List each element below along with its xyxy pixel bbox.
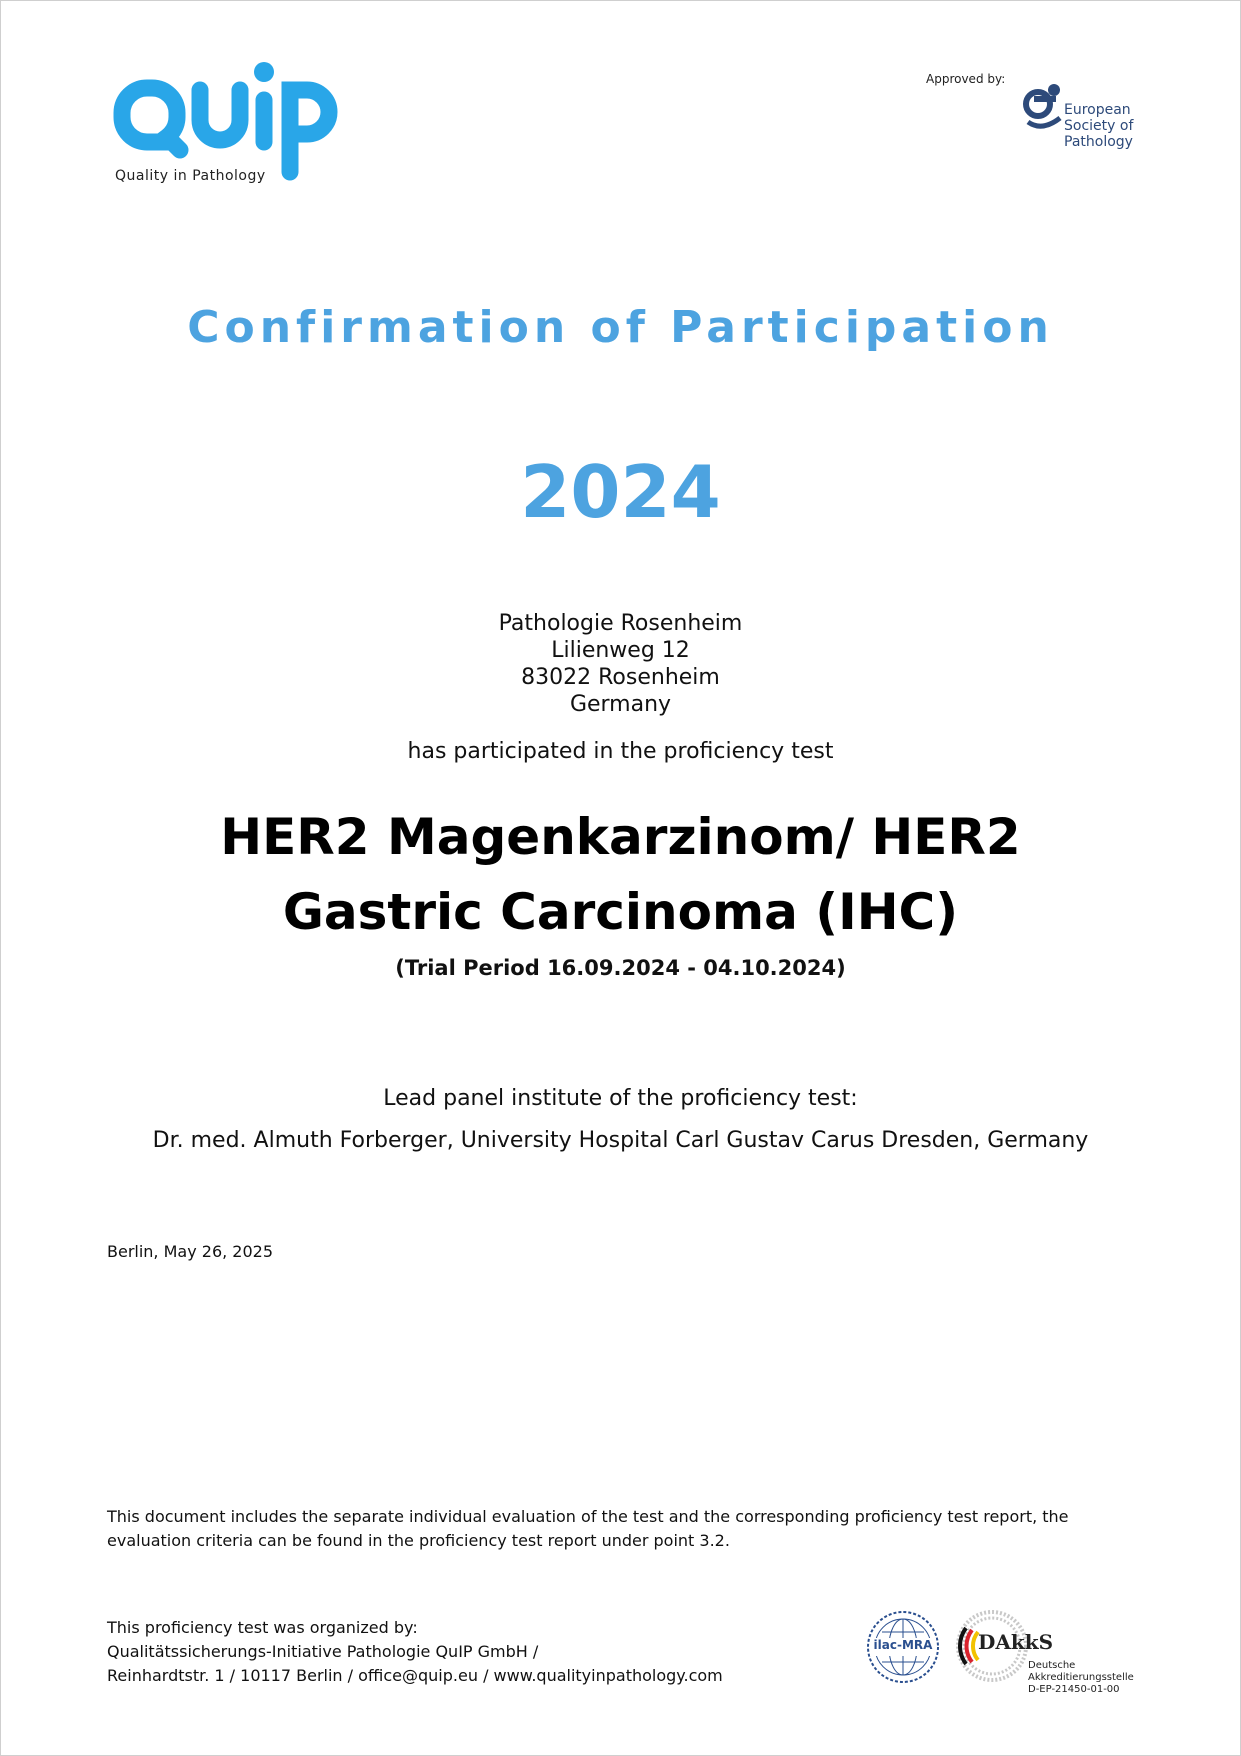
test-name-line2: Gastric Carcinoma (IHC): [282, 883, 959, 941]
esp-logo-mark: [1022, 82, 1064, 142]
trial-period: (Trial Period 16.09.2024 - 04.10.2024): [395, 956, 846, 980]
approved-by-label: Approved by:: [926, 72, 1006, 86]
dakks-name: DAkkS: [978, 1630, 1054, 1654]
dakks-reg-number: D-EP-21450-01-00: [1028, 1684, 1120, 1695]
participation-statement: has participated in the proficiency test: [407, 739, 834, 764]
dakks-line1: Deutsche: [1028, 1660, 1076, 1671]
participant-address: [0, 610, 1241, 718]
esp-logo-text: European Society of Pathology: [1064, 102, 1134, 150]
lead-panel-label: Lead panel institute of the proficiency test:: [383, 1086, 858, 1111]
test-name: [0, 800, 1241, 950]
certificate-title: Confirmation of Participation: [187, 302, 1054, 353]
organizer-name: Qualitätssicherungs-Initiative Pathologie QuIP GmbH /: [107, 1642, 539, 1661]
test-name-line1: HER2 Magenkarzinom/ HER2: [220, 808, 1021, 866]
esp-logo: [1022, 82, 1142, 162]
participant-street: Lilienweg 12: [551, 638, 690, 663]
quip-logo: [112, 58, 372, 188]
ilac-logo-text: ilac-MRA: [873, 1638, 933, 1652]
participant-city: 83022 Rosenheim: [521, 665, 720, 690]
dakks-details: [1028, 1660, 1134, 1696]
organizer-contact: Reinhardtstr. 1 / 10117 Berlin / office@quip.eu / www.qualityinpathology.com: [107, 1666, 723, 1685]
participant-country: Germany: [569, 692, 672, 717]
participant-name: Pathologie Rosenheim: [498, 611, 743, 636]
place-date: Berlin, May 26, 2025: [107, 1242, 274, 1261]
ilac-mra-logo: [866, 1610, 940, 1684]
organizer-block: [107, 1616, 807, 1688]
organizer-label: This proficiency test was organized by:: [107, 1618, 418, 1637]
dakks-logo: [952, 1608, 1142, 1698]
evaluation-note: This document includes the separate individual evaluation of the test and the corresponding proficiency test report, the evaluation criteria can be found in the proficiency test report under point 3.2.: [107, 1507, 1069, 1550]
lead-panel-name: Dr. med. Almuth Forberger, University Hospital Carl Gustav Carus Dresden, Germany: [152, 1128, 1089, 1153]
certificate-year: 2024: [520, 450, 721, 534]
quip-tagline: Quality in Pathology: [115, 168, 266, 184]
dakks-line2: Akkreditierungsstelle: [1028, 1672, 1134, 1683]
